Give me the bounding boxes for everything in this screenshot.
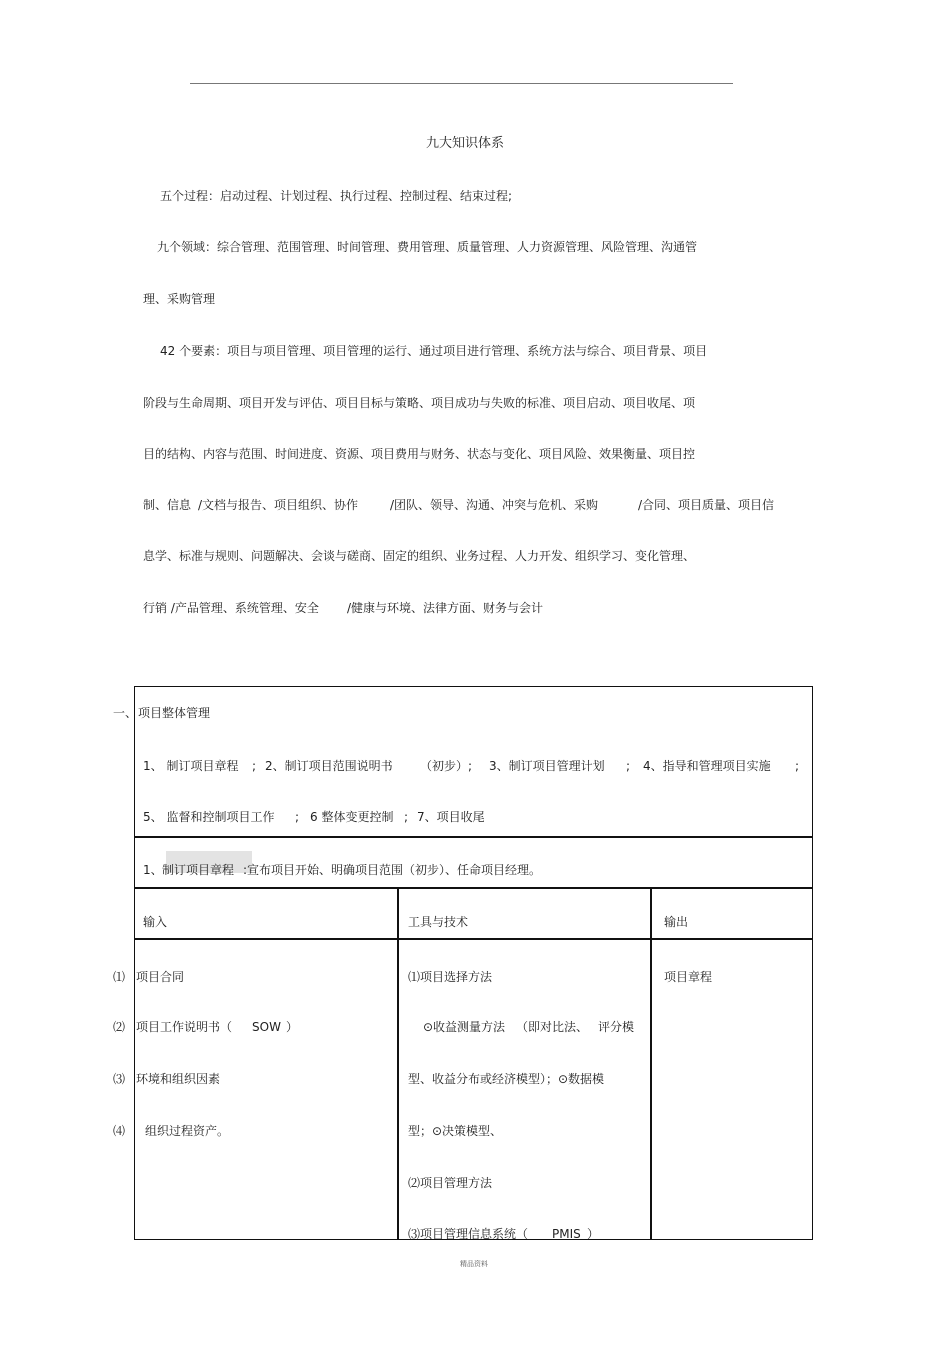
col-divider-2 bbox=[650, 887, 652, 1240]
process-5: 5、 监督和控制项目工作 bbox=[143, 810, 275, 824]
intro-elements: 42 个要素：项目与项目管理、项目管理的运行、通过项目进行管理、系统方法与综合、项目背景、项目 bbox=[160, 344, 708, 358]
col-divider-1 bbox=[397, 887, 399, 1240]
input-1: 项目合同 bbox=[136, 970, 185, 984]
box-divider-3 bbox=[134, 938, 813, 940]
intro-elements-cont3c: /团队、领导、沟通、冲突与危机、采购 bbox=[390, 498, 599, 512]
input-3: 环境和组织因素 bbox=[136, 1072, 221, 1086]
intro-elements-cont2: 目的结构、内容与范围、时间进度、资源、项目费用与财务、状态与变化、项目风险、效果衡量、项目控 bbox=[143, 447, 696, 461]
process-2-note: （初步）; bbox=[420, 759, 473, 773]
header-input: 输入 bbox=[143, 915, 168, 929]
intro-elements-cont4: 息学、标准与规则、问题解决、会谈与磋商、固定的组织、业务过程、人力开发、组织学习、变化管理、 bbox=[143, 549, 696, 563]
input-2-sow: SOW bbox=[252, 1020, 281, 1034]
intro-elements-cont3d: /合同、项目质量、项目信 bbox=[638, 498, 775, 512]
process-1-sep: ; bbox=[252, 759, 257, 773]
charter-desc: :宣布项目开始、明确项目范围（初步）、任命项目经理。 bbox=[243, 863, 542, 877]
process-2: 2、制订项目范围说明书 bbox=[265, 759, 393, 773]
header-output: 输出 bbox=[664, 915, 689, 929]
input-2: 项目工作说明书（ bbox=[136, 1020, 233, 1034]
tool-1: ⑴项目选择方法 bbox=[408, 970, 493, 984]
tool-4: 型；⊙决策模型、 bbox=[408, 1124, 503, 1138]
intro-elements-cont3b: /文档与报告、项目组织、协作 bbox=[198, 498, 359, 512]
top-rule bbox=[190, 83, 733, 84]
tool-2a: ⊙收益测量方法 bbox=[423, 1020, 506, 1034]
input-1-num: ⑴ bbox=[113, 970, 126, 984]
intro-elements-cont3a: 制、信息 bbox=[143, 498, 192, 512]
tool-2c: 评分模 bbox=[598, 1020, 635, 1034]
process-1: 1、 制订项目章程 bbox=[143, 759, 239, 773]
tool-6b: PMIS bbox=[552, 1227, 581, 1241]
footer-note: 精品资料 bbox=[460, 1260, 488, 1268]
tool-6c: ） bbox=[587, 1227, 600, 1241]
input-4: 组织过程资产。 bbox=[145, 1124, 230, 1138]
process-4: 4、指导和管理项目实施 bbox=[643, 759, 771, 773]
intro-processes: 五个过程：启动过程、计划过程、执行过程、控制过程、结束过程; bbox=[160, 189, 513, 203]
process-6-sep: ; bbox=[404, 810, 409, 824]
process-7: 7、项目收尾 bbox=[417, 810, 485, 824]
process-5-sep: ; bbox=[295, 810, 300, 824]
output-1: 项目章程 bbox=[664, 970, 713, 984]
intro-elements-cont5b: /健康与环境、法律方面、财务与会计 bbox=[347, 601, 544, 615]
intro-domains: 九个领域：综合管理、范围管理、时间管理、费用管理、质量管理、人力资源管理、风险管理、沟通管 bbox=[157, 240, 698, 254]
tool-2b: （即对比法、 bbox=[516, 1020, 589, 1034]
charter-prefix: 1、 bbox=[143, 863, 163, 877]
input-2-num: ⑵ bbox=[113, 1020, 126, 1034]
box-divider-2 bbox=[134, 887, 813, 889]
header-tools: 工具与技术 bbox=[408, 915, 469, 929]
input-2-close: ） bbox=[286, 1020, 299, 1034]
charter-name: 制订项目章程 bbox=[162, 863, 235, 877]
intro-domains-cont: 理、采购管理 bbox=[143, 292, 216, 306]
process-3: 3、制订项目管理计划 bbox=[489, 759, 605, 773]
tool-6a: ⑶项目管理信息系统（ bbox=[408, 1227, 529, 1241]
page-title: 九大知识体系 bbox=[426, 136, 505, 151]
input-4-num: ⑷ bbox=[113, 1124, 126, 1138]
input-3-num: ⑶ bbox=[113, 1072, 126, 1086]
section-prefix: 一、 bbox=[113, 706, 138, 720]
process-6: 6 整体变更控制 bbox=[310, 810, 394, 824]
box-divider-1 bbox=[134, 836, 813, 838]
tool-5: ⑵项目管理方法 bbox=[408, 1176, 493, 1190]
tool-3: 型、收益分布或经济模型）；⊙数据模 bbox=[408, 1072, 605, 1086]
section-heading: 项目整体管理 bbox=[138, 706, 211, 720]
process-4-sep: ; bbox=[795, 759, 800, 773]
process-3-sep: ; bbox=[626, 759, 631, 773]
intro-elements-cont5a: 行销 /产品管理、系统管理、安全 bbox=[143, 601, 319, 615]
intro-elements-cont1: 阶段与生命周期、项目开发与评估、项目目标与策略、项目成功与失败的标准、项目启动、项目收尾、项 bbox=[143, 396, 696, 410]
